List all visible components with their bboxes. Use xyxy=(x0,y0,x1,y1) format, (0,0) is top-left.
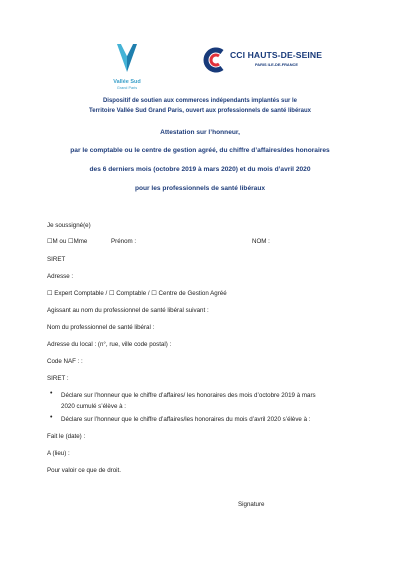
subtitle-line-1: par le comptable ou le centre de gestion agréé, du chiffre d’affaires/des honoraires xyxy=(70,147,330,154)
vallee-sud-v-icon xyxy=(103,42,151,78)
naf-code-label: Code NAF : : xyxy=(47,358,83,365)
bullet-2-line: Déclare sur l’honneur que le chiffre d’affaires/les honoraires du mois d’avril 2020 s’élève à : xyxy=(61,416,311,423)
role-checkboxes[interactable]: ☐ Expert Comptable / ☐ Comptable / ☐ Centre de Gestion Agréé xyxy=(47,290,227,297)
bullet-2-dot: • xyxy=(50,414,53,421)
cci-logo xyxy=(203,47,323,77)
bullet-1-line-1: Déclare sur l’honneur que le chiffre d’affaires/ les honoraires des mois d’octobre 2019 à mars xyxy=(61,392,316,399)
document-title: Attestation sur l’honneur, xyxy=(160,129,240,136)
intro-line-2: Territoire Vallée Sud Grand Paris, ouvert aux professionnels de santé libéraux xyxy=(89,108,311,114)
last-name-label: NOM : xyxy=(252,238,270,245)
bullet-1-dot: • xyxy=(50,390,53,397)
first-name-label: Prénom : xyxy=(111,238,137,245)
signature-label: Signature xyxy=(238,501,265,508)
acting-for-label: Agissant au nom du professionnel de santé libéral suivant : xyxy=(47,307,209,314)
siret-label: SIRET xyxy=(47,256,66,263)
civility-checkboxes[interactable]: ☐M ou ☐Mme xyxy=(47,238,88,245)
place-label: A (lieu) : xyxy=(47,450,70,457)
cci-name: CCI HAUTS-DE-SEINE xyxy=(230,50,323,60)
professional-name-label: Nom du professionnel de santé libéral : xyxy=(47,324,155,331)
cci-emblem-icon xyxy=(203,47,229,73)
premises-address-label: Adresse du local : (n°, rue, ville code postal) : xyxy=(47,341,172,348)
intro-line-1: Dispositif de soutien aux commerces indépendants implantés sur le xyxy=(102,98,298,104)
valid-statement: Pour valoir ce que de droit. xyxy=(47,467,121,474)
subtitle-line-3: pour les professionnels de santé libéraux xyxy=(134,185,266,192)
cci-subtitle: PARIS ILE-DE-FRANCE xyxy=(255,62,298,67)
siret-2-label: SIRET : xyxy=(47,375,69,382)
subtitle-line-2: des 6 derniers mois (octobre 2019 à mars 2020) et du mois d’avril 2020 xyxy=(89,166,311,173)
bullet-1-line-2: 2020 cumulé s’élève à : xyxy=(61,403,127,410)
date-label: Fait le (date) : xyxy=(47,433,86,440)
vallee-sud-logo xyxy=(103,42,151,94)
undersigned-label: Je soussigné(e) xyxy=(47,222,91,229)
address-label: Adresse : xyxy=(47,273,74,280)
vallee-sud-tagline: Grand Paris xyxy=(116,86,138,90)
vallee-sud-name: Vallée Sud xyxy=(113,79,141,85)
